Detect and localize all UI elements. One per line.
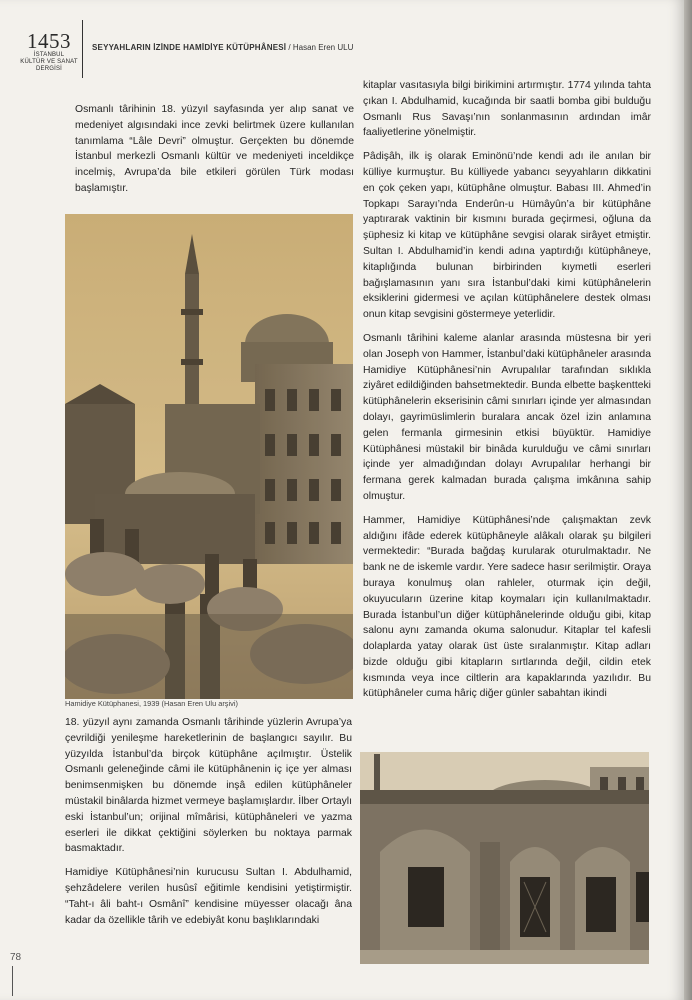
running-header	[92, 43, 353, 52]
logo-line-1: İSTANBUL	[33, 52, 65, 58]
page-number: 78	[10, 952, 22, 963]
header-separator: /	[286, 43, 293, 52]
paragraph: Osmanlı târihini kaleme alanlar arasında müstesna bir yeri olan Joseph von Hammer, İstanbul’daki kütüphâneler arasında Hamidiye Kütüphânesi’nin Avrupalılar tarafından sıklıkla ziyâret edildiğinden bahsetmektedir. Bunda elbette başkentteki kütüphânelerin ekserisinin câmi sınırları içinde yer almasından dolayı, gayrimüslimlerin buralara ancak özel izin anlamına gelen fermanla girmesinin etkisi büyüktür. Hamidiye Kütüphânesi müstakil bir binâda kurulduğu ve câmi sınırları içinde yer almadığından dolayı Avrupalılar herhangi bir fermana gerek kalmadan burada çalışma imkânına sahip olmuştur.	[363, 332, 651, 502]
right-column	[363, 78, 651, 702]
page-edge-shadow	[684, 0, 692, 1000]
paragraph: kitaplar vasıtasıyla bilgi birikimini artırmıştır. 1774 yılında tahta çıkan I. Abdulhamid, kucağında bir saatli bomba gibi bulduğu Osmanlı Rus Savaşı’nın sonlanmasının ardından imâr faaliyetlerine yönelmiştir.	[363, 80, 651, 139]
header-divider	[82, 20, 83, 78]
paragraph: Osmanlı târihinin 18. yüzyıl sayfasında yer alıp sanat ve medeniyet algısındaki ince zevki belirtmek üzere kullanılan tanımlama “Lâle Devri” olmuştur. Gerçekten bu dönemde İstanbul merkezli Osmanlı kültür ve medeniyeti inceldikçe incelmiş, Avrupa’da bile etkileri görülen Türk modası başlamıştır.	[75, 104, 354, 194]
photo-library-exterior	[360, 752, 649, 964]
section-title: SEYYAHLARIN İZİNDE HAMİDİYE KÜTÜPHÂNESİ	[92, 43, 287, 52]
page-number-line	[12, 966, 13, 996]
paragraph: 18. yüzyıl aynı zamanda Osmanlı târihinde yüzlerin Avrupa’ya çevrildiği yenileşme hareketlerinin de başlangıcı sayılır. Bu yüzyılda İstanbul’da birçok kütüphâne açılmıştır. Üstelik Osmanlı geleneğinde câmi ile kütüphânenin iç içe yer alması benimsenmişken bu dönemde inşâ edilen kütüphâneler müstakil binâlarda hizmet vermeye başlamışlardır. İlber Ortaylı eski İstanbul’un; orijinal mîmârisi, kütüphâneleri ve yazma eserleri ile dikkat çektiğini söylerken bu noktaya parmak basmaktadır.	[65, 717, 353, 855]
paragraph: Hammer, Hamidiye Kütüphânesi’nde çalışmaktan zevk aldığını ifâde ederek kütüphâneyle alâkalı olarak şu bilgileri vermektedir: “Burada bağdaş kurularak oturulmaktadır. Ne bank ne de iskemle vardır. Yere sadece hasır serilmiştir. Oraya buraya konulmuş olan rahleler, oturmak için değil, okuyucuların üzerine kitap koymaları için kullanılmaktadır. Burada İstanbul’un diğer kütüphânelerinde olduğu gibi, kitap salonu aynı zamanda okuma salonudur. Kitaplar tel kafesli dolaplarda yatay olarak üst üste sıralanmıştır. Kitap adları bizde olduğu gibi kitapların sırtlarında değil, cildin etek kısmında veya ince ciltlerin ara kapaklarında yazılıdır. Bu kütüphâneler cuma hâriç diğer günler sabahtan ikindi	[363, 514, 651, 700]
paragraph: Pâdişâh, ilk iş olarak Eminönü’nde kendi adı ile anılan bir külliye kurmuştur. Bu külliyede yabancı seyyahların dikkatini en çok çeken yapı, kütüphâne olmuştur. Babası III. Ahmed’in Topkapı Sarayı’nda Enderûn-u Hümâyûn’a bir kütüphâne yaptırarak vaktinin bir kısmını burada geçirmesi, oğluna da şüphesiz ki kitap ve kütüphâne sevgisi olarak sirâyet etmiştir. Sultan I. Abdulhamid’in kendi adına yaptırdığı kütüphâneye, kitaplığında bulunan birbirinden kıymetli eserleri bağışlamasının yanı sıra İstanbul’daki kimi kütüphânelerin eksiklerini gidermesi ve açılan kütüphânelere destek olması onun kitap sevgisini göstermeye yeterlidir.	[363, 151, 651, 321]
logo-line-3: DERGİSİ	[35, 66, 63, 72]
historic-photo-image	[360, 752, 649, 964]
logo-number: 1453	[27, 29, 71, 53]
photo-hamidiye-library-1939	[65, 214, 353, 699]
author-name: Hasan Eren ULU	[292, 43, 354, 52]
paragraph: Hamidiye Kütüphânesi’nin kurucusu Sultan I. Abdulhamid, şehzâdelere verilen husûsî eğitimle kendisini yetiştirmiştir. “Taht-ı âli baht-ı Osmânî” kendisine müyesser olacağı âna kadar da özellikle târih ve edebiyât konu başlıklarındaki	[65, 867, 352, 926]
photo-caption: Hamidiye Kütüphanesi, 1939 (Hasan Eren Ulu arşivi)	[65, 699, 238, 708]
magazine-logo	[20, 30, 78, 73]
left-column-bottom	[65, 715, 352, 928]
logo-line-2: KÜLTÜR VE SANAT	[20, 59, 78, 65]
left-column-top	[75, 102, 354, 197]
historic-photo-image	[65, 214, 353, 699]
